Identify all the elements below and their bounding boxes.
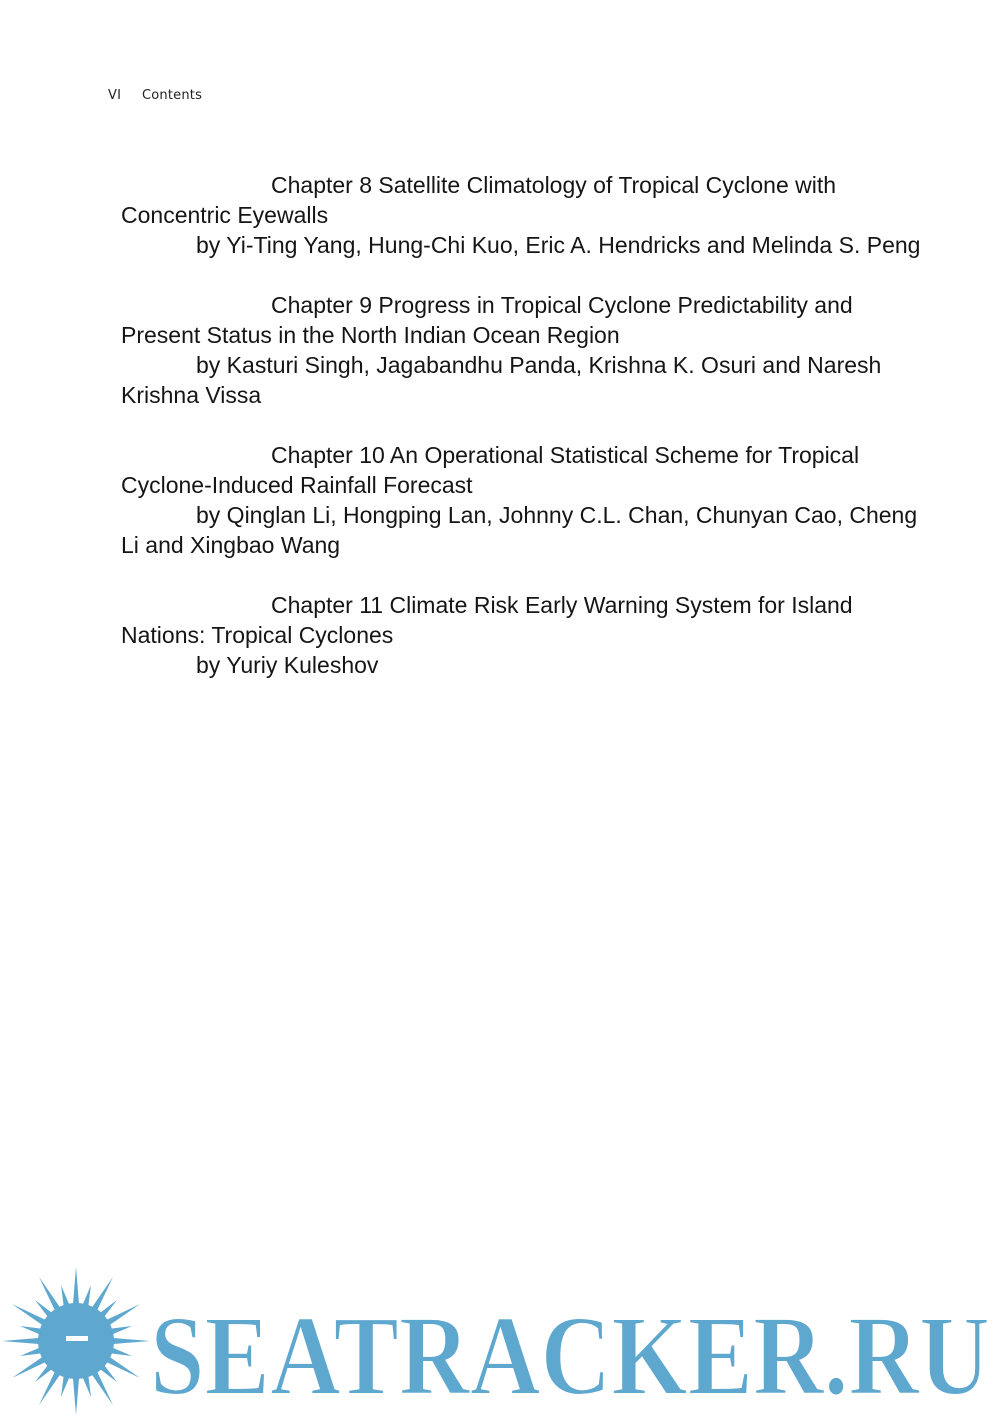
chapter-title[interactable]: Chapter 11 Climate Risk Early Warning System for Island Nations: Tropical Cyclones <box>121 592 853 648</box>
toc-entry <box>121 590 921 680</box>
sun-ray <box>20 1347 42 1356</box>
sun-ray <box>73 1377 79 1415</box>
sun-ray <box>110 1347 132 1356</box>
sun-ray <box>110 1326 132 1335</box>
toc-entry <box>121 170 921 260</box>
horizon-stripe <box>66 1336 88 1341</box>
sun-ray <box>35 1364 53 1382</box>
running-head <box>108 88 202 103</box>
sun-ray <box>82 1375 91 1397</box>
chapter-authors: by Yuriy Kuleshov <box>196 652 379 678</box>
chapter-title[interactable]: Chapter 10 An Operational Statistical Scheme for Tropical Cyclone-Induced Rainfall Forecast <box>121 442 860 498</box>
sun-ray <box>61 1285 70 1307</box>
sun-ray <box>99 1300 117 1318</box>
toc-entry <box>121 290 921 410</box>
sun-ray <box>35 1300 53 1318</box>
sun-ray <box>82 1285 91 1307</box>
table-of-contents <box>121 170 921 710</box>
chapter-title[interactable]: Chapter 8 Satellite Climatology of Tropical Cyclone with Concentric Eyewalls <box>121 172 837 228</box>
toc-entry <box>121 440 921 560</box>
watermark-text: SEATRACKER.RU <box>150 1292 990 1416</box>
chapter-authors: by Yi-Ting Yang, Hung-Chi Kuo, Eric A. Hendricks and Melinda S. Peng <box>196 232 921 258</box>
chapter-title[interactable]: Chapter 9 Progress in Tropical Cyclone Predictability and Present Status in the North Indian Ocean Region <box>121 292 853 348</box>
sun-ray <box>99 1364 117 1382</box>
page-folio: VI <box>108 88 122 103</box>
sun-ray <box>112 1338 150 1344</box>
sun-ray <box>20 1326 42 1335</box>
sun-ray <box>2 1338 40 1344</box>
sun-ray <box>61 1375 70 1397</box>
chapter-authors: by Qinglan Li, Hongping Lan, Johnny C.L. Chan, Chunyan Cao, Cheng Li and Xingbao Wang <box>121 502 918 558</box>
section-title: Contents <box>142 88 203 103</box>
sun-ray <box>73 1267 79 1305</box>
seatracker-watermark <box>0 1266 1004 1416</box>
chapter-authors: by Kasturi Singh, Jagabandhu Panda, Krishna K. Osuri and Naresh Krishna Vissa <box>121 352 882 408</box>
